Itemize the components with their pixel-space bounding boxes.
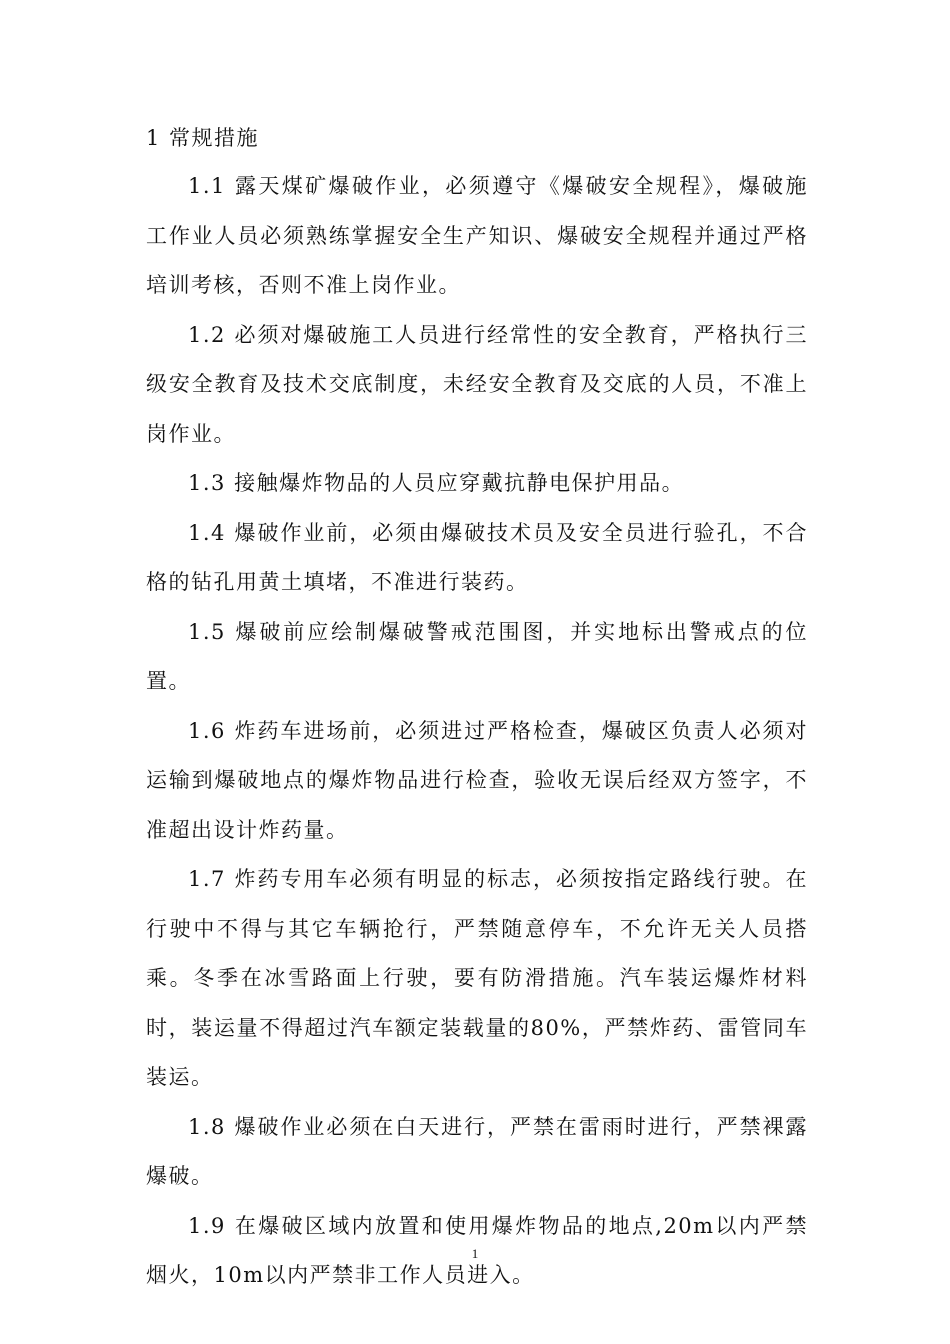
paragraph-1-8: 1.8 爆破作业必须在白天进行，严禁在雷雨时进行，严禁裸露爆破。 <box>146 1114 808 1188</box>
paragraph-1-5: 1.5 爆破前应绘制爆破警戒范围图，并实地标出警戒点的位置。 <box>146 619 808 693</box>
paragraph-1-6: 1.6 炸药车进场前，必须进过严格检查，爆破区负责人必须对运输到爆破地点的爆炸物品进行检查，验收无误后经双方签字，不准超出设计炸药量。 <box>146 718 808 842</box>
section-body <box>146 162 808 1301</box>
paragraph-1-4: 1.4 爆破作业前，必须由爆破技术员及安全员进行验孔，不合格的钻孔用黄土填堵，不准进行装药。 <box>146 520 808 594</box>
paragraph-1-3: 1.3 接触爆炸物品的人员应穿戴抗静电保护用品。 <box>188 471 685 495</box>
section-heading: 1 常规措施 <box>146 126 260 150</box>
paragraph-1-7: 1.7 炸药专用车必须有明显的标志，必须按指定路线行驶。在行驶中不得与其它车辆抢行，严禁随意停车，不允许无关人员搭乘。冬季在冰雪路面上行驶，要有防滑措施。汽车装运爆炸材料时，装运量不得超过汽车额定装载量的80%，严禁炸药、雷管同车装运。 <box>146 867 808 1089</box>
paragraph-1-1: 1.1 露天煤矿爆破作业，必须遵守《爆破安全规程》，爆破施工作业人员必须熟练掌握安全生产知识、爆破安全规程并通过严格培训考核，否则不准上岗作业。 <box>146 174 808 297</box>
paragraph-1-2: 1.2 必须对爆破施工人员进行经常性的安全教育，严格执行三级安全教育及技术交底制度，未经安全教育及交底的人员，不准上岗作业。 <box>146 322 808 446</box>
paragraph-1-9: 1.9 在爆破区域内放置和使用爆炸物品的地点,20m以内严禁烟火，10m以内严禁非工作人员进入。 <box>146 1213 808 1287</box>
page-number: 1 <box>471 1246 479 1261</box>
